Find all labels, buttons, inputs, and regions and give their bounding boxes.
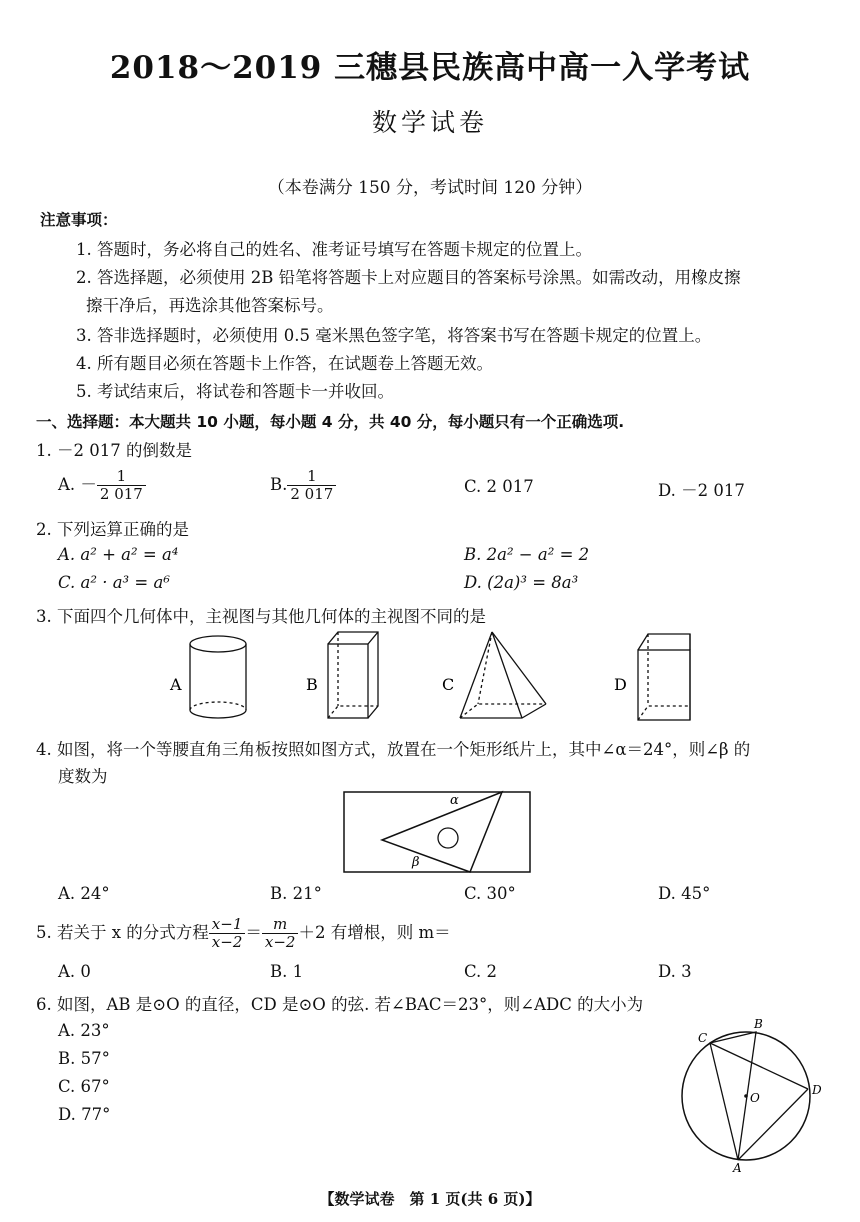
notice-item-2: 2. 答选择题，必须使用 2B 铅笔将答题卡上对应题目的答案标号涂黑。如需改动，用橡皮擦 bbox=[76, 268, 741, 287]
q4-stem-line2: 度数为 bbox=[58, 767, 108, 786]
section-heading: 一、选择题：本大题共 10 小题，每小题 4 分，共 40 分，每小题只有一个正确选项. bbox=[36, 413, 625, 431]
q3-label-b: B bbox=[306, 675, 318, 694]
notice-item-5: 5. 考试结束后，将试卷和答题卡一并收回。 bbox=[76, 382, 394, 401]
q5-option-b: B. 1 bbox=[270, 962, 304, 981]
q4-option-b: B. 21° bbox=[270, 884, 322, 903]
pyramid-figure bbox=[460, 632, 546, 718]
q6-option-b: B. 57° bbox=[58, 1049, 110, 1068]
exam-subtitle: 数学试卷 bbox=[371, 108, 488, 137]
q6-stem: 6. 如图，AB 是⊙O 的直径，CD 是⊙O 的弦. 若∠BAC＝23°，则∠ADC 的大小为 bbox=[36, 995, 644, 1014]
point-o: O bbox=[750, 1091, 760, 1105]
q4-option-a: A. 24° bbox=[58, 884, 110, 903]
prism-figure bbox=[328, 632, 378, 718]
box-figure bbox=[638, 634, 690, 720]
notice-item-2-cont: 擦干净后，再选涂其他答案标号。 bbox=[86, 296, 334, 315]
alpha-label: α bbox=[450, 793, 459, 808]
q2-option-b: B. 2a² − a² = 2 bbox=[464, 545, 590, 564]
exam-title: 2018～2019 三穗县民族高中高一入学考试 bbox=[109, 50, 751, 86]
notice-item-1: 1. 答题时，务必将自己的姓名、准考证号填写在答题卡规定的位置上。 bbox=[76, 240, 592, 259]
point-b: B bbox=[754, 1017, 763, 1031]
q5-option-a: A. 0 bbox=[58, 962, 91, 981]
notice-heading: 注意事项： bbox=[40, 211, 118, 229]
point-d: D bbox=[812, 1083, 822, 1097]
beta-label: β bbox=[412, 855, 420, 870]
q3-label-c: C bbox=[442, 675, 455, 694]
q1-option-b: B. $\frac{1}{2 017}$ bbox=[270, 468, 336, 503]
q5-option-d: D. 3 bbox=[658, 962, 692, 981]
q5-stem: 5. 若关于 x 的分式方程 $\frac{x-1}{x-2}$ ＝ $\frac{m}{x-2}$ ＋2 有增根，则 m＝ bbox=[36, 915, 451, 951]
q1-option-c: C. 2 017 bbox=[464, 477, 534, 496]
q1-stem: 1. －2 017 的倒数是 bbox=[36, 441, 192, 460]
q6-option-a: A. 23° bbox=[58, 1021, 110, 1040]
q1-option-a: A. － $\frac{1}{2 017}$ bbox=[58, 468, 146, 503]
page-footer: 【数学试卷 第 1 页(共 6 页)】 bbox=[319, 1190, 541, 1208]
q2-stem: 2. 下列运算正确的是 bbox=[36, 520, 189, 539]
q2-option-d: D. (2a)³ = 8a³ bbox=[464, 573, 579, 592]
notice-item-4: 4. 所有题目必须在答题卡上作答，在试题卷上答题无效。 bbox=[76, 354, 493, 373]
q3-stem: 3. 下面四个几何体中，主视图与其他几何体的主视图不同的是 bbox=[36, 607, 486, 626]
q2-option-a: A. a² + a² = a⁴ bbox=[58, 545, 179, 564]
q4-stem-line1: 4. 如图，将一个等腰直角三角板按照如图方式，放置在一个矩形纸片上，其中∠α＝24°，则∠β 的 bbox=[36, 740, 751, 759]
q2-option-c: C. a² · a³ = a⁶ bbox=[58, 573, 170, 592]
exam-note: （本卷满分 150 分，考试时间 120 分钟） bbox=[267, 178, 593, 198]
point-a: A bbox=[733, 1161, 742, 1174]
q4-option-d: D. 45° bbox=[658, 884, 711, 903]
q6-option-c: C. 67° bbox=[58, 1077, 110, 1096]
cylinder-figure bbox=[190, 636, 246, 718]
q5-option-c: C. 2 bbox=[464, 962, 498, 981]
q3-label-a: A bbox=[170, 675, 182, 694]
q3-solids-figure bbox=[160, 628, 700, 726]
notice-item-3: 3. 答非选择题时，必须使用 0.5 毫米黑色签字笔，将答案书写在答题卡规定的位置上。 bbox=[76, 326, 712, 345]
q3-label-d: D bbox=[614, 675, 627, 694]
q1-option-d: D. －2 017 bbox=[658, 481, 745, 500]
q4-option-c: C. 30° bbox=[464, 884, 516, 903]
point-c: C bbox=[698, 1031, 708, 1045]
q4-triangle-figure bbox=[340, 786, 536, 878]
q6-circle-figure bbox=[676, 1012, 828, 1174]
q6-option-d: D. 77° bbox=[58, 1105, 111, 1124]
